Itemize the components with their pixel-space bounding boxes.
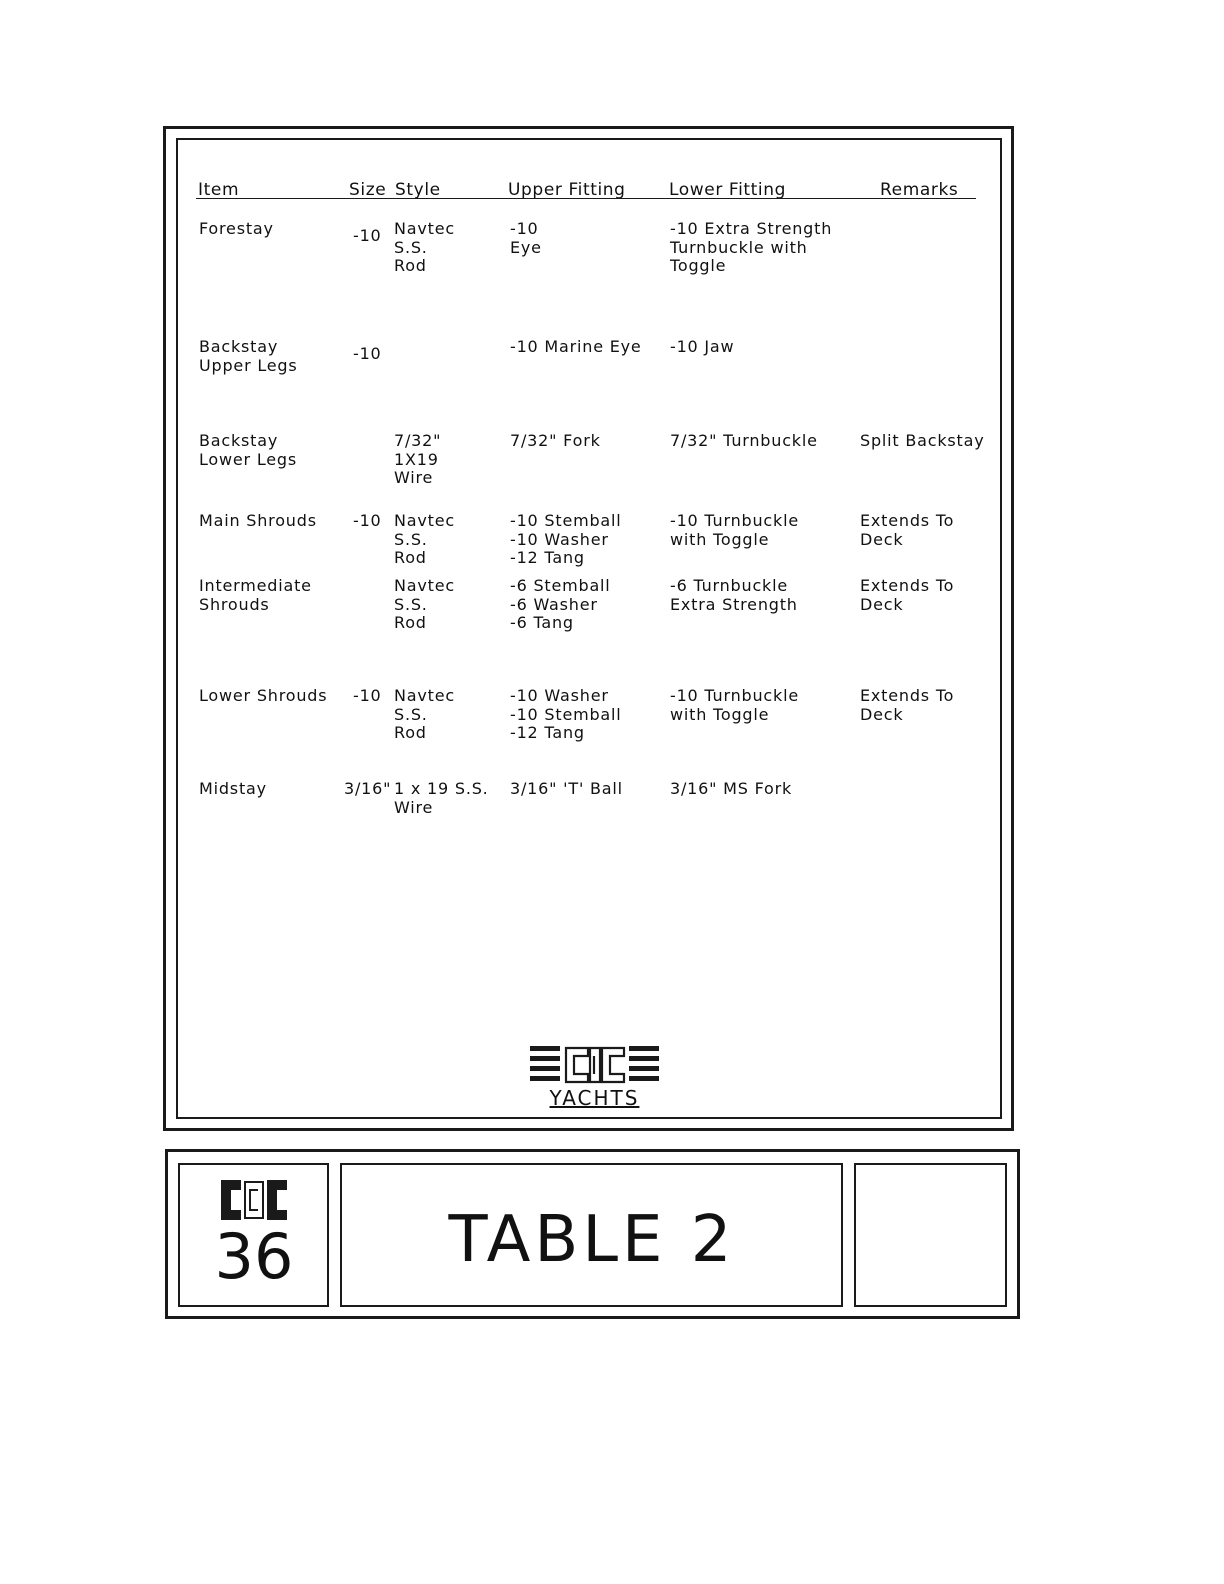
cell-upper — [510, 780, 623, 799]
cell-line: S.S. — [394, 237, 428, 257]
cell-line: -10 — [353, 344, 382, 363]
cell-size — [353, 345, 382, 364]
cell-line: with Toggle — [670, 529, 770, 549]
cell-line: -6 Tang — [510, 613, 574, 632]
cell-line: -10 — [353, 511, 382, 530]
cell-lower — [670, 432, 818, 451]
cell-item — [199, 432, 297, 469]
cell-lower — [670, 577, 798, 614]
cell-line: Rod — [394, 613, 427, 632]
header-lower-fitting: Lower Fitting — [669, 180, 787, 200]
cell-style — [394, 512, 455, 568]
cell-line: Backstay — [199, 431, 279, 450]
cell-line: -10 Washer — [510, 686, 609, 705]
cell-line: Lower Shrouds — [199, 686, 328, 705]
cell-line: -6 Stemball — [510, 576, 611, 595]
header-size: Size — [349, 180, 387, 200]
cell-style — [394, 577, 455, 633]
cell-upper — [510, 512, 622, 568]
cell-line: Toggle — [670, 256, 727, 275]
cell-line: -10 Turnbuckle — [670, 511, 799, 530]
cell-upper — [510, 432, 601, 451]
cell-line: with Toggle — [670, 704, 770, 724]
cell-line: 1X19 — [394, 449, 439, 469]
cell-line: 1 x 19 S.S. — [394, 779, 489, 798]
cell-line: S.S. — [394, 704, 428, 724]
cell-line: Extends To — [860, 686, 955, 705]
cell-item — [199, 512, 317, 531]
cell-size — [344, 780, 391, 799]
cell-line: Navtec — [394, 219, 455, 238]
cell-line: 7/32" — [394, 431, 442, 450]
cell-line: Rod — [394, 256, 427, 275]
cell-line: Upper Legs — [199, 355, 298, 375]
cell-line: Rod — [394, 548, 427, 567]
cell-upper — [510, 338, 642, 357]
footer-model-number: 36 — [214, 1220, 294, 1293]
cell-line: Intermediate — [199, 576, 312, 595]
cell-line: Midstay — [199, 779, 267, 798]
cell-line: -10 — [510, 219, 539, 238]
cell-line: Navtec — [394, 511, 455, 530]
header-item: Item — [198, 180, 240, 200]
cell-line: -10 Jaw — [670, 337, 735, 356]
cell-line: -10 Turnbuckle — [670, 686, 799, 705]
cell-lower — [670, 220, 832, 276]
cell-remarks — [860, 687, 954, 724]
cell-line: 3/16" 'T' Ball — [510, 779, 623, 798]
cell-style — [394, 780, 489, 817]
cell-line: Navtec — [394, 576, 455, 595]
cell-line: -10 Marine Eye — [510, 337, 642, 356]
cell-line: -10 Extra Strength — [670, 219, 833, 238]
cell-item — [199, 338, 298, 375]
cell-line: Shrouds — [199, 594, 270, 614]
cell-size — [353, 227, 382, 246]
cell-line: Extra Strength — [670, 594, 798, 614]
cell-line: Wire — [394, 468, 434, 487]
cell-line: -10 — [353, 686, 382, 705]
cell-line: Deck — [860, 529, 904, 549]
cell-line: S.S. — [394, 594, 428, 614]
cell-upper — [510, 577, 611, 633]
cell-upper — [510, 687, 622, 743]
cell-remarks — [860, 512, 954, 549]
cell-line: Forestay — [199, 219, 274, 238]
cell-size — [353, 512, 382, 531]
cell-lower — [670, 338, 734, 357]
header-underline — [196, 198, 976, 199]
cell-line: Deck — [860, 704, 904, 724]
cell-item — [199, 220, 274, 239]
footer-table-title: TABLE 2 — [448, 1203, 736, 1277]
footer-cc-logo — [221, 1180, 287, 1220]
cell-line: S.S. — [394, 529, 428, 549]
cell-line: 3/16" MS Fork — [670, 779, 793, 798]
cell-line: -10 Stemball — [510, 704, 622, 724]
header-upper-fitting: Upper Fitting — [508, 180, 626, 200]
cell-style — [394, 687, 455, 743]
cell-item — [199, 687, 327, 706]
logo-yachts-text: YACHTS — [549, 1086, 640, 1110]
cell-lower — [670, 512, 799, 549]
cell-line: Deck — [860, 594, 904, 614]
cell-lower — [670, 687, 799, 724]
cell-line: -10 Stemball — [510, 511, 622, 530]
cell-remarks — [860, 432, 985, 451]
cell-line: 7/32" Turnbuckle — [670, 431, 818, 450]
cell-line: -12 Tang — [510, 548, 585, 567]
cell-line: Main Shrouds — [199, 511, 317, 530]
cell-line: Wire — [394, 797, 434, 817]
cell-size — [353, 687, 382, 706]
cell-item — [199, 577, 312, 614]
header-remarks: Remarks — [880, 180, 959, 200]
cell-line: Extends To — [860, 576, 955, 595]
footer-blank-box — [854, 1163, 1007, 1307]
cell-line: Split Backstay — [860, 431, 985, 450]
cell-line: Rod — [394, 723, 427, 742]
cell-upper — [510, 220, 542, 257]
cell-remarks — [860, 577, 954, 614]
cell-lower — [670, 780, 792, 799]
cell-line: -12 Tang — [510, 723, 585, 742]
cell-line: -10 Washer — [510, 529, 609, 549]
cell-line: -10 — [353, 226, 382, 245]
cell-style — [394, 432, 441, 488]
cell-line: 3/16" — [344, 779, 392, 798]
cell-item — [199, 780, 267, 799]
cell-line: 7/32" Fork — [510, 431, 601, 450]
cell-line: Turnbuckle with — [670, 237, 808, 257]
cell-line: -6 Washer — [510, 594, 598, 614]
cell-style — [394, 220, 455, 276]
cell-line: Extends To — [860, 511, 955, 530]
cell-line: Navtec — [394, 686, 455, 705]
header-style: Style — [395, 180, 441, 200]
cell-line: Eye — [510, 237, 542, 257]
cell-line: Lower Legs — [199, 449, 297, 469]
cell-line: -6 Turnbuckle — [670, 576, 789, 595]
cell-line: Backstay — [199, 337, 279, 356]
